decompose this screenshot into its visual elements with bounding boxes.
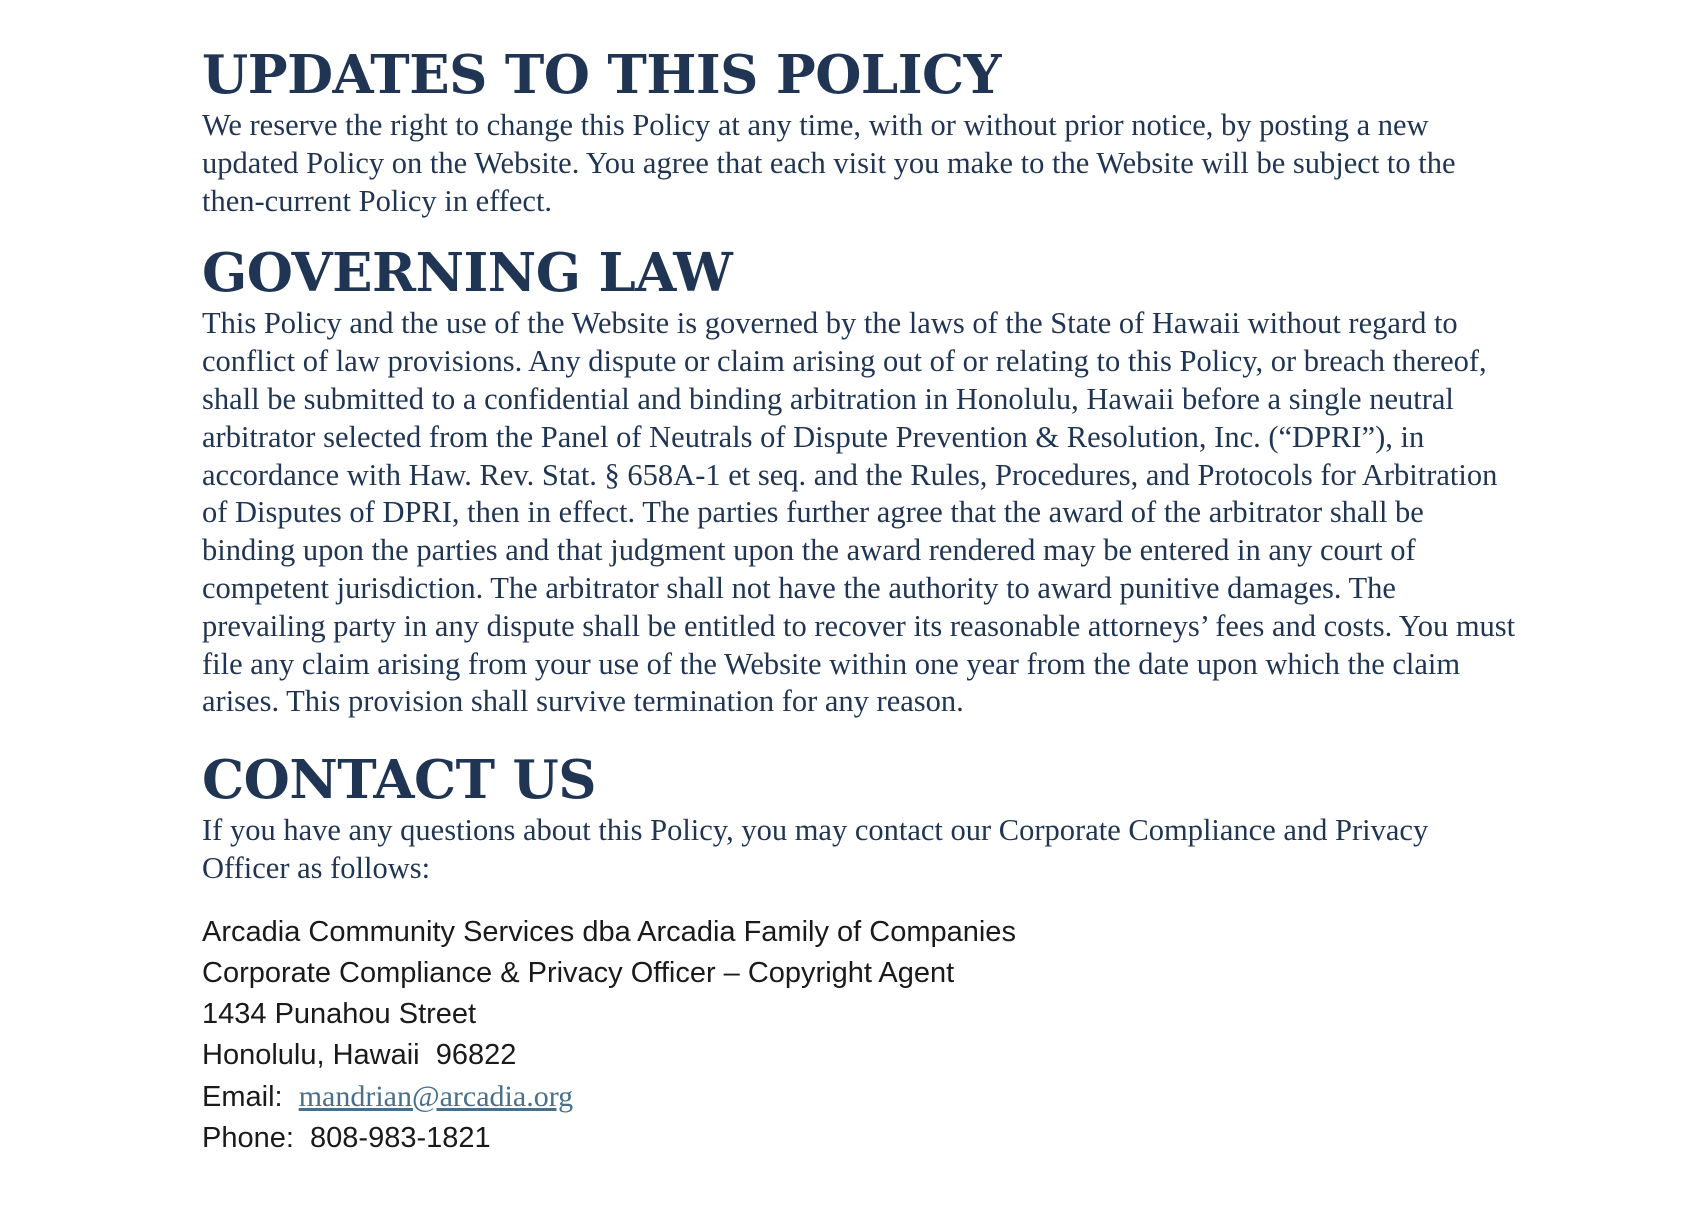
email-link[interactable]: mandrian@arcadia.org <box>298 1079 574 1113</box>
updates-paragraph: We reserve the right to change this Policy at any time, with or without prior notice, by posting a new updated Policy on the Website. You agree that each visit you make to the Website will be subject to the then-current Policy in effect. <box>202 108 1456 218</box>
contact-phone-line <box>202 1118 1522 1159</box>
contact-street: 1434 Punahou Street <box>202 997 477 1030</box>
contact-organization: Arcadia Community Services dba Arcadia Family of Companies <box>202 915 1016 948</box>
governing-law-heading: GOVERNING LAW <box>202 242 733 305</box>
contact-email-line <box>202 1076 1522 1118</box>
contact-paragraph: If you have any questions about this Policy, you may contact our Corporate Compliance and Privacy Officer as follows: <box>202 813 1429 885</box>
contact-heading: CONTACT US <box>202 749 597 812</box>
contact-city-state-zip: Honolulu, Hawaii 96822 <box>202 1038 517 1071</box>
governing-law-paragraph: This Policy and the use of the Website is governed by the laws of the State of Hawaii without regard to conflict of law provisions. Any dispute or claim arising out of or relating to this Policy, or breach thereof, shall be submitted to a confidential and binding arbitration in Honolulu, Hawaii before a single neutral arbitrator selected from the Panel of Neutrals of Dispute Prevention & Resolution, Inc. (“DPRI”), in accordance with Haw. Rev. Stat. § 658A-1 et seq. and the Rules, Procedures, and Protocols for Arbitration of Disputes of DPRI, then in effect. The parties further agree that the award of the arbitrator shall be binding upon the parties and that judgment upon the award rendered may be entered in any court of competent jurisdiction. The arbitrator shall not have the authority to award punitive damages. The prevailing party in any dispute shall be entitled to recover its reasonable attorneys’ fees and costs. You must file any claim arising from your use of the Website within one year from the date upon which the claim arises. This provision shall survive termination for any reason. <box>202 306 1516 719</box>
email-label: Email: <box>202 1080 299 1113</box>
phone-label: Phone: <box>202 1121 311 1154</box>
policy-page <box>202 44 1522 1159</box>
contact-title: Corporate Compliance & Privacy Officer – Copyright Agent <box>202 956 955 989</box>
updates-heading: UPDATES TO THIS POLICY <box>202 44 1002 106</box>
contact-block <box>202 912 1522 1159</box>
phone-number: 808-983-1821 <box>310 1121 491 1154</box>
